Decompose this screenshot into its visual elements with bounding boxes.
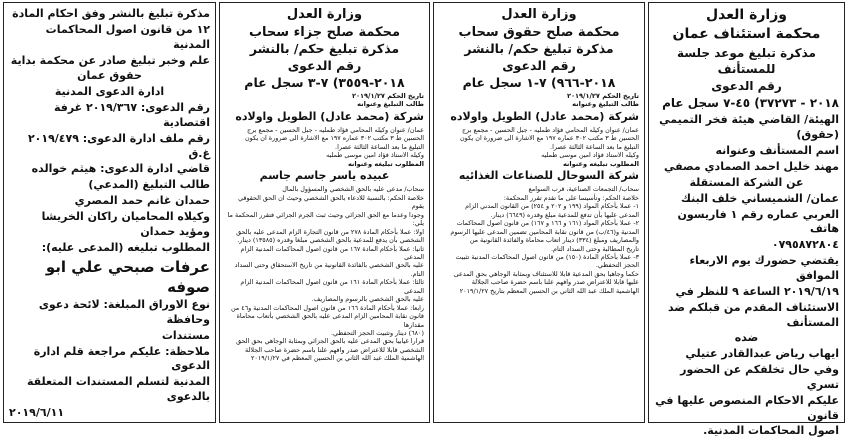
ministry-heading: وزارة العدل	[501, 7, 577, 22]
judgment-text-4: الشخصي بأن يدفع للمدعية بالحق الشخصي مبلغا وقدره (١٣٥٨٥) دينار.	[237, 236, 424, 245]
notice-first-instance-court	[3, 2, 216, 423]
target-name: شركة السوحال للصناعات الغذائيه	[458, 169, 639, 183]
appellant-company: عن الشركة المستقلة	[689, 175, 804, 189]
target-name: عبيده ياسر جاسم جاسم	[259, 169, 390, 183]
notice-title-3: علم وخبر تبليغ صادر عن محكمة بداية	[10, 53, 210, 67]
ministry-heading: وزارة العدل	[286, 7, 363, 22]
requester-lawyer: وكيله الاستاذ فؤاد امين موسى طمليه	[326, 151, 424, 160]
requester-label: طالب التبليغ وعنوانه	[357, 100, 424, 109]
judgment-text-3: المدعى عليها بأن تدفع للمدعية مبلغ وقدره (٦٦٤٩) دينار.	[490, 210, 639, 219]
appellant-address-2: العربي عماره رقم ١ فاريسون هاتف	[677, 207, 839, 236]
appellant-name: مهند خليل احمد الصمادي مصفي	[663, 160, 839, 174]
department: ادارة الدعوى المدنية	[54, 85, 165, 99]
judgment-text-7: تاريخ المطالبة وحتى السداد التام.	[550, 244, 639, 253]
requester-label: طالب التبليغ وعنوانه	[572, 100, 639, 109]
target-label: المطلوب تبليغه وعنوانه	[562, 159, 639, 168]
case-number: ٢٠١٨-٩٦٦) ٧-١ سجل عام	[462, 74, 616, 90]
court-name: محكمة استئناف عمان	[672, 25, 821, 42]
plaintiff-label: طالب التبليغ (المدعي)	[88, 178, 210, 192]
requester-name: شركة (محمد عادل) الطويل واولاده	[450, 110, 639, 124]
requester-address-2: الحسين ط ٣ مكتب ٣٠٢ عماره ١٩٧ مع الاشارة الى ضرورة ان يكون	[459, 134, 639, 143]
panel-judge: الهيئة/ القاضي هيئة فخر التميمي	[659, 112, 839, 126]
notice-title: مذكرة تبليغ موعد جلسة للمستأنف	[677, 45, 816, 76]
requester-address-3: التبليغ ما بعد الساعة الثالثة عصرا.	[335, 142, 424, 151]
target-label: المطلوب تبليغه وعنوانه	[347, 159, 424, 168]
judgment-text-1: خلاصة الحكم: وتأسيسا على ما تقدم تقرر المحكمة:	[503, 193, 639, 202]
case-type: (حقوق)	[796, 128, 839, 142]
judgment-text-13: قرارا غيابيا بحق المدعى عليه بالحق الجزائي وبمثابة الوجاهي بحق الحق	[236, 337, 424, 346]
requester-address-1: عمان/ عنوان وكيله المحامي فؤاد طمليه - جبل الحسين - مجمع برج	[247, 125, 424, 134]
judgment-text-11: قانون نقابة المحامين الزام المدعى عليه بالحق الشخصي بأتعاب محاماة مقدارها	[236, 312, 424, 329]
judgment-text-3: اولا: عملا بأحكام المادة ٢٧٨ من قانون التجارة الزام المدعى عليه بالحق	[236, 227, 424, 236]
notice-title: مذكرة تبليغ حكم/ بالنشر	[464, 41, 614, 57]
defendant-name: عرفات صبحي علي ابو صوفه	[45, 257, 210, 296]
note-line-1: ملاحظة: عليكم مراجعة قلم ادارة الدعوى	[33, 344, 210, 373]
case-number: رقم الدعوى: ٢٠١٩/٣٦٧ غرفة اقتصادية	[53, 101, 210, 129]
notice-title-2: ١٢ من قانون اصول المحاكمات المدنية	[45, 22, 210, 51]
warning-line-3: اصول المحاكمات المدنية.	[703, 424, 839, 438]
plaintiff-name: حمدان غانم حمد المصري	[74, 194, 210, 208]
hearing-line-2: ٢٠١٩/٦/١٩ الساعة ٩ للنظر في	[675, 284, 839, 298]
hearing-line-3: الاستئناف المقدم من قبلكم ضد المستأنف	[668, 300, 839, 329]
requester-address-3: التبليغ ما بعد الساعة الثالثة عصرا.	[550, 142, 639, 151]
court-name: حقوق عمان	[77, 69, 142, 83]
notice-civil-court-sahab	[433, 2, 645, 423]
judgment-text-15: الهاشمية الملك عبد الله الثاني بن الحسين المعظم في ٢٠١٩/١/٢٧	[251, 354, 424, 363]
judgment-text-9: الحجز التحفظي.	[595, 261, 639, 270]
judgment-text-6: عليه بالحق الشخصي بالفائدة القانونية من تاريخ الاستحقاق وحتى السداد	[234, 261, 424, 270]
target-address: سحاب/ مدعى عليه بالحق الشخصي والمسؤول بالمال	[282, 185, 424, 194]
appellant-phone: ٠٧٩٥٨٧٢٨٠٤	[771, 238, 839, 252]
respondent-name: ايهاب رياض عبدالقادر عتيلي	[685, 347, 839, 361]
target-address: سحاب/ التجمعات الصناعية، قرب السوامع	[528, 185, 639, 194]
court-name: محكمة صلح جزاء سحاب	[248, 24, 401, 40]
judgment-text-11: عليها قابلا للاعتراض صدر وافهم علنا باسم حضرة صاحب الجلالة	[471, 278, 639, 287]
requester-address-2: الحسين ط ٣ مكتب ٣٠٢ عماره ١٩٧ مع الاشارة الى ضرورة ان يكون	[244, 134, 424, 143]
case-number-label: رقم الدعوى	[287, 57, 362, 73]
judgment-text-14: الشخصي قابلا للاعتراض صدر وافهم علنا باسم حضرة صاحب الجلالة	[245, 345, 424, 354]
notice-date: ٢٠١٩/٦/١١	[9, 405, 65, 419]
case-number: ٢٠١٨-٣٥٥٩) ٧-٣ سجل عام	[244, 74, 405, 90]
judgment-text-10: رابعا: عملا بأحكام المادة ١٦٦ من قانون اصول المحاكمات المدنية و٤٦ من	[230, 303, 424, 312]
court-name: محكمة صلح حقوق سحاب	[458, 24, 620, 40]
judgment-text-6: والمصاريف ومبلغ (٣٣٤) دينار اتعاب محاماة والفائدة القانونية من	[469, 236, 639, 245]
appellant-label: اسم المستأنف وعنوانه	[715, 144, 839, 158]
judgment-text-1: خلاصة الحكم: بالنسبة للادعاء بالحق الشخصي وحيث ان الحق الحقوقي يقوم	[238, 193, 424, 211]
notice-appeal-court	[648, 2, 845, 438]
judgment-text-5: ثانيا: عملا بأحكام المادة ١٦٧ من قانون اصول المحاكمات المدنية الزام المدعى	[240, 244, 424, 261]
case-number: ٢٠١٨ - ٣٧٢٧٣) ٤٥-٧ سجل عام	[662, 96, 839, 111]
hearing-line-1: يقتضي حضورك يوم الاربعاء الموافق	[689, 254, 839, 282]
note-line-2: المدنية لتسلم المستندات المتعلقة بالدعوى	[26, 375, 210, 404]
case-judge: قاضي ادارة الدعوى: هيثم خوالده	[31, 162, 210, 176]
appellant-address: عمان/ الشميساني خلف البنك	[680, 191, 839, 205]
judgment-text-2: ١- عملا بأحكام المواد (١٩٩ و ٢٠٢ و ٢٥٤) من القانون المدني الزام	[465, 202, 639, 211]
judgment-text-5: المدنية و(٤٦/ب) من قانون نقابة المحامين تضمين المدعى عليها الرسوم	[450, 227, 639, 236]
case-file-number: رقم ملف ادارة الدعوى: ٢٠١٩/٤٧٩ غ.ق	[27, 131, 210, 160]
plaintiff-lawyers: وكيلاه المحاميان راكان الخريشا ومؤيد حمدان	[41, 209, 210, 238]
ministry-heading: وزارة العدل	[706, 7, 787, 23]
warning-line-1: وفي حال تخلفكم عن الحضور تسري	[680, 363, 839, 391]
requester-address-1: عمان/ عنوان وكيله المحامي فؤاد طمليه - جبل الحسين - مجمع برج	[462, 125, 639, 134]
documents-type-2: مستندات	[161, 328, 210, 342]
documents-type: نوع الاوراق المبلغة: لائحة دعوى وحافظة	[38, 298, 210, 326]
warning-line-2: عليكم الاحكام المنصوص عليها في قانون	[655, 393, 839, 422]
judgment-text-2: وجودا وعدما مع الحق الجزائي وحيث ثبت الجرم الجزائي فتقرر المحكمة ما يلي:	[227, 210, 424, 228]
judgment-text-4: ٢- عملا بأحكام المواد (١٦١ و ١٦٦ و ١٦٧) من قانون اصول المحاكمات	[456, 219, 639, 228]
hearing-line-4: ضده	[734, 331, 759, 345]
judgment-text-9: عليه بالحق الشخصي بالرسوم والمصاريف.	[311, 295, 424, 304]
requester-lawyer: وكيله الاستاذ فؤاد امين موسى طمليه	[541, 151, 639, 160]
notice-title: مذكرة تبليغ حكم/ بالنشر	[249, 41, 400, 57]
judgment-text-12: الهاشمية الملك عبد الله الثاني بن الحسين المعظم بتاريخ ٢٠١٩/١/٢٧	[459, 286, 639, 295]
judgment-text-8: ٣- عملا بأحكام المادة (١٥٠) من قانون اصول المحاكمات المدنية تثبيت	[455, 252, 639, 261]
case-number-label: رقم الدعوى	[502, 57, 576, 73]
judgment-date: تاريخ الحكم ٢٠١٩/١/٢٧	[566, 91, 639, 100]
defendant-label: المطلوب تبليغه (المدعى عليه):	[41, 240, 210, 254]
notice-criminal-court-sahab	[219, 2, 430, 423]
requester-name: شركة (محمد عادل) الطويل واولاده	[235, 110, 424, 124]
judgment-text-10: حكما وجاهيا بحق المدعية قابلا للاستئناف وبمثابة الوجاهي بحق المدعى	[453, 269, 639, 278]
case-number-label: رقم الدعوى	[711, 79, 782, 94]
judgment-text-8: ثالثا: عملا بأحكام المادة ١٦١ من قانون اصول المحاكمات المدنية الزام المدعى	[240, 278, 424, 295]
judgment-date: تاريخ الحكم ٢٠١٩/١/٢٧	[351, 91, 424, 100]
judgment-text-12: (٦٨٠) دينار وتثبيت الحجز التحفظي.	[330, 329, 424, 338]
notice-title-1: مذكرة تبليغ بالنشر وفق احكام المادة	[12, 7, 210, 20]
judgment-text-7: التام.	[410, 269, 424, 278]
